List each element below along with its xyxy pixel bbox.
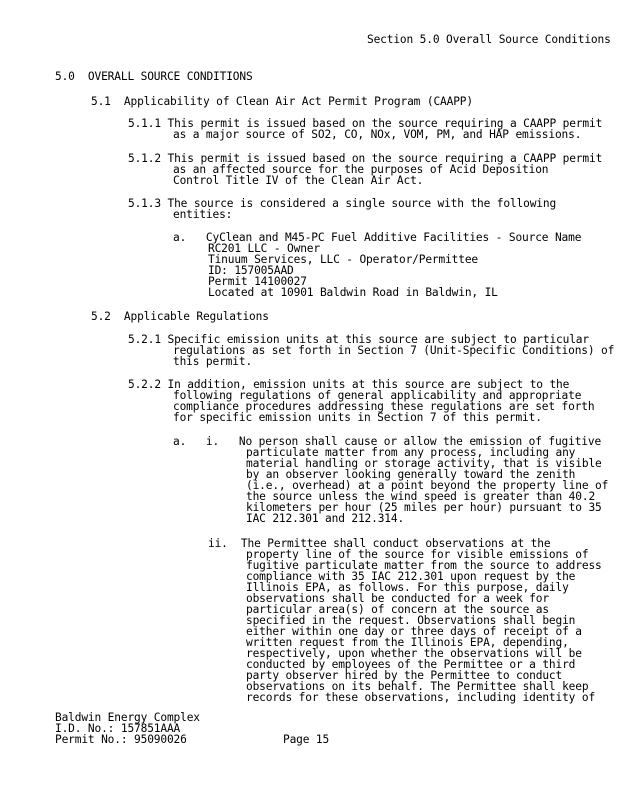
footer-facility: Baldwin Energy Complex (55, 711, 200, 724)
entity-line: RC201 LLC - Owner (208, 242, 320, 255)
paragraph-line: 5.2.1 Specific emission units at this source are subject to particular (128, 333, 589, 346)
entity-line: Tinuum Services, LLC - Operator/Permittee (208, 253, 479, 266)
entity-line: ID: 157005AAD (208, 264, 294, 277)
item-line: particulate matter from any process, including any (246, 446, 576, 459)
paragraph-line: 5.1.2 This permit is issued based on the source requiring a CAAPP permit (128, 152, 603, 165)
paragraph-line: following regulations of general applicability and appropriate (173, 389, 582, 402)
item-line: respectively, upon whether the observations will be (246, 647, 582, 660)
footer-permit-number: Permit No.: 95090026 (55, 733, 187, 746)
item-line: observations shall be conducted for a week for (246, 592, 549, 605)
section-heading: 5.0 OVERALL SOURCE CONDITIONS (55, 70, 253, 83)
paragraph-line: as a major source of SO2, CO, NOx, VOM, PM, and HAP emissions. (173, 128, 582, 141)
paragraph-line: entities: (173, 208, 233, 221)
item-line: party observer hired by the Permittee to conduct (246, 669, 563, 682)
paragraph-line: regulations as set forth in Section 7 (Unit-Specific Conditions) of (173, 344, 615, 357)
paragraph-line: Control Title IV of the Clean Air Act. (173, 174, 424, 187)
item-line: Illinois EPA, as follows. For this purpose, daily (246, 581, 569, 594)
item-line: records for these observations, including identity of (246, 691, 596, 704)
item-line: the source unless the wind speed is greater than 40.2 (246, 490, 596, 503)
item-line: specified in the request. Observations shall begin (246, 614, 576, 627)
item-line: either within one day or three days of receipt of a (246, 625, 582, 638)
entity-line: Permit 14100027 (208, 275, 307, 288)
paragraph-line: compliance procedures addressing these regulations are set forth (173, 400, 595, 413)
paragraph-line: this permit. (173, 355, 253, 368)
item-line: IAC 212.301 and 212.314. (246, 512, 405, 525)
page-number: Page 15 (283, 733, 330, 746)
item-line: (i.e., overhead) at a point beyond the property line of (246, 479, 609, 492)
item-line: observations on its behalf. The Permittee shall keep (246, 680, 589, 693)
item-line: compliance with 35 IAC 212.301 upon request by the (246, 570, 576, 583)
item-line: written request from the Illinois EPA, depending, (246, 636, 569, 649)
paragraph-line: 5.2.2 In addition, emission units at this source are subject to the (128, 378, 570, 391)
item-line: property line of the source for visible emissions of (246, 548, 589, 561)
entity-line: Located at 10901 Baldwin Road in Baldwin, IL (208, 286, 498, 299)
subsection-heading-5-2: 5.2 Applicable Regulations (91, 310, 269, 323)
item-line: ii. The Permittee shall conduct observations at the (208, 537, 551, 550)
item-line: a. i. No person shall cause or allow the emission of fugitive (173, 435, 602, 448)
item-line: material handling or storage activity, that is visible (246, 457, 602, 470)
running-header: Section 5.0 Overall Source Conditions (367, 33, 611, 46)
paragraph-line: for specific emission units in Section 7 of this permit. (173, 411, 542, 424)
paragraph-line: as an affected source for the purposes of Acid Deposition (173, 163, 549, 176)
item-line: kilometers per hour (25 miles per hour) pursuant to 35 (246, 501, 602, 514)
item-line: conducted by employees of the Permittee or a third (246, 658, 576, 671)
subsection-heading-5-1: 5.1 Applicability of Clean Air Act Permit Program (CAAPP) (91, 95, 473, 108)
entity-line: a. CyClean and M45-PC Fuel Additive Facilities - Source Name (173, 231, 582, 244)
footer-id-number: I.D. No.: 157851AAA (55, 722, 181, 735)
paragraph-line: 5.1.3 The source is considered a single source with the following (128, 197, 557, 210)
item-line: particular area(s) of concern at the source as (246, 603, 549, 616)
item-line: fugitive particulate matter from the source to address (246, 559, 602, 572)
item-line: by an observer looking generally toward the zenith (246, 468, 576, 481)
paragraph-line: 5.1.1 This permit is issued based on the source requiring a CAAPP permit (128, 117, 603, 130)
